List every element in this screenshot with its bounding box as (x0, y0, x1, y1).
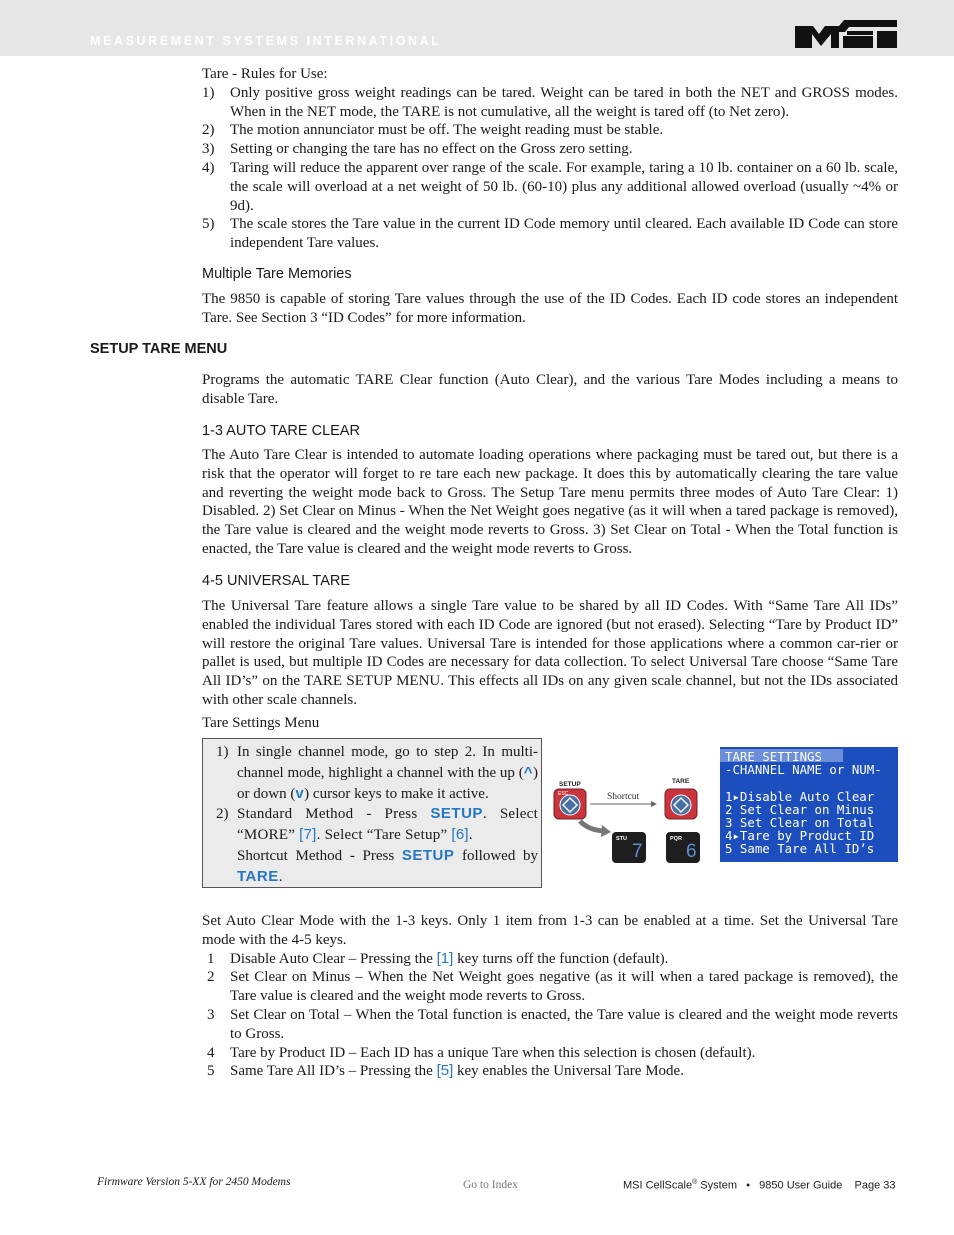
auto-tare-clear-heading: 1-3 AUTO TARE CLEAR (202, 423, 360, 439)
svg-text:7: 7 (632, 841, 643, 862)
svg-text:6: 6 (686, 841, 697, 862)
key-5: [5] (436, 1062, 454, 1080)
msi-logo (795, 20, 897, 55)
lcd-line: 4▸Tare by Product ID (725, 828, 875, 843)
list-item: 2 Set Clear on Minus – When the Net Weight goes negative (as it will when a tared package is removed), the Tare value is cleared and the weight mode reverts to Gross. (207, 969, 898, 1005)
key-1: [1] (436, 949, 454, 967)
lcd-line: 3 Set Clear on Total (725, 815, 875, 830)
tare-rules-title: Tare - Rules for Use: (202, 66, 328, 82)
footer-page-info: MSI CellScale® System • 9850 User Guide Page 33 (623, 1179, 896, 1192)
shortcut-tare-key: TARE (237, 867, 279, 885)
list-item: 5 Same Tare All ID’s – Pressing the [5] key enables the Universal Tare Mode. (207, 1062, 684, 1080)
instruction-box (202, 738, 542, 888)
more-key: [7] (299, 825, 317, 843)
svg-text:STU: STU (616, 836, 627, 842)
list-item: 1) Only positive gross weight readings can be tared. Weight can be tared in both the NET and GROSS modes. When in the NET mode, the TARE is not cumulative, all the weight is tared off (to Net zero). (202, 84, 898, 120)
company-name: MEASUREMENT SYSTEMS INTERNATIONAL (90, 34, 442, 48)
lcd-line: 1▸Disable Auto Clear (725, 789, 875, 804)
multiple-tare-heading: Multiple Tare Memories (202, 266, 352, 282)
shortcut-method: Shortcut Method - Press SETUP followed by TARE. (237, 847, 538, 885)
tare-rules-section (202, 65, 898, 253)
auto-clear-mode-section (202, 912, 898, 1081)
list-item: 5) The scale stores the Tare value in the current ID Code memory until cleared. Each available ID Code can store independent Tare values. (202, 216, 898, 252)
setup-tare-menu-text: Programs the automatic TARE Clear function (Auto Clear), and the various Tare Modes including a means to disable Tare. (202, 372, 898, 407)
tare-settings-label: Tare Settings Menu (202, 715, 320, 731)
universal-tare-heading: 4-5 UNIVERSAL TARE (202, 573, 351, 589)
svg-text:PQR: PQR (670, 836, 682, 842)
tare-key-label: TARE (672, 778, 690, 785)
list-item: 3) Setting or changing the tare has no effect on the Gross zero setting. (202, 141, 633, 158)
down-key: v (295, 784, 305, 802)
tare-key-icon (665, 789, 697, 819)
up-key: ^ (523, 763, 533, 781)
multiple-tare-text: The 9850 is capable of storing Tare values through the use of the ID Codes. Each ID code stores an independent Tare. See Section 3 “ID Codes” for more information. (202, 291, 898, 326)
setup-key: SETUP (430, 805, 483, 822)
shortcut-setup-key: SETUP (401, 847, 455, 864)
list-item: 3 Set Clear on Total – When the Total function is enacted, the Tare value is cleared and the weight mode reverts to Gross. (207, 1006, 898, 1042)
shortcut-label: Shortcut (607, 792, 640, 802)
lcd-line: 2 Set Clear on Minus (725, 802, 875, 817)
footer-firmware: Firmware Version 5-XX for 2450 Modems (97, 1176, 291, 1188)
list-item: 4) Taring will reduce the apparent over range of the scale. For example, taring a 10 lb. container on a 60 lb. scale, the scale will overload at a net weight of 50 lb. (60-10) plus any additional allowed overload (usually ~4% or 9d). (202, 159, 898, 214)
lcd-line: TARE SETTINGS (725, 749, 822, 764)
lcd-tare-settings (720, 747, 898, 862)
setup-esc-key-icon (554, 789, 586, 819)
step-2: 2) Standard Method - Press SETUP. Select “MORE” [7]. Select “Tare Setup” [6]. (216, 805, 538, 843)
go-to-index-link[interactable]: Go to Index (463, 1179, 518, 1191)
list-item: 4 Tare by Product ID – Each ID has a unique Tare when this selection is chosen (default). (207, 1044, 756, 1061)
lcd-line: 5 Same Tare All ID’s (725, 841, 875, 856)
svg-text:ESC: ESC (558, 791, 569, 797)
auto-clear-intro: Set Auto Clear Mode with the 1-3 keys. Only 1 item from 1-3 can be enabled at a time. Set the Universal Tare mode with the 4-5 keys. (202, 913, 898, 948)
arrow-icon (601, 825, 611, 837)
key-6-icon (666, 832, 700, 863)
key-diagram (550, 775, 710, 870)
setup-key-label: SETUP (559, 781, 581, 788)
auto-tare-clear-text: The Auto Tare Clear is intended to automate loading operations where packaging must be tared out, but there is a risk that the operator will forget to re tare each new package. It does this by automatically clearing the tare value and reverting the weight mode back to Gross. The Setup Tare menu permits three modes of Auto Tare Clear: 1) Disabled. 2) Set Clear on Minus - When the Net Weight goes negative (as it will when a tared package is removed), the Tare value is cleared and the weight mode reverts to Gross. 3) Set Clear on Total - When the Total function is enacted, the Tare value is cleared and the weight mode reverts to Gross. (202, 447, 898, 557)
page-header (0, 0, 954, 56)
step-1: 1) In single channel mode, go to step 2. In multi-channel mode, highlight a channel with the up (^) or down (v) cursor keys to make it active. (216, 744, 538, 802)
universal-tare-text: The Universal Tare feature allows a single Tare value to be shared by all ID Codes. With “Same Tare All IDs” enabled the individual Tares stored with each ID Code are ignored (but not erased). Selecting “Tare by Product ID” will restore the original Tare values. Universal Tare is intended for those applications where a common car-rier or pallet is used, but multiple ID Codes are necessary for data collection. To select Universal Tare choose “Same Tare All ID’s” on the TARE SETUP MENU. This effects all IDs on any given scale channel, but not the IDs associated with other scale channels. (202, 598, 898, 708)
setup-tare-menu-heading: SETUP TARE MENU (90, 341, 228, 357)
lcd-line: -CHANNEL NAME or NUM- (725, 762, 882, 777)
list-item: 1 Disable Auto Clear – Pressing the [1] key turns off the function (default). (207, 949, 669, 967)
tare-setup-key: [6] (451, 825, 469, 843)
key-7-icon (612, 832, 646, 863)
list-item: 2) The motion annunciator must be off. The weight reading must be stable. (202, 122, 664, 139)
